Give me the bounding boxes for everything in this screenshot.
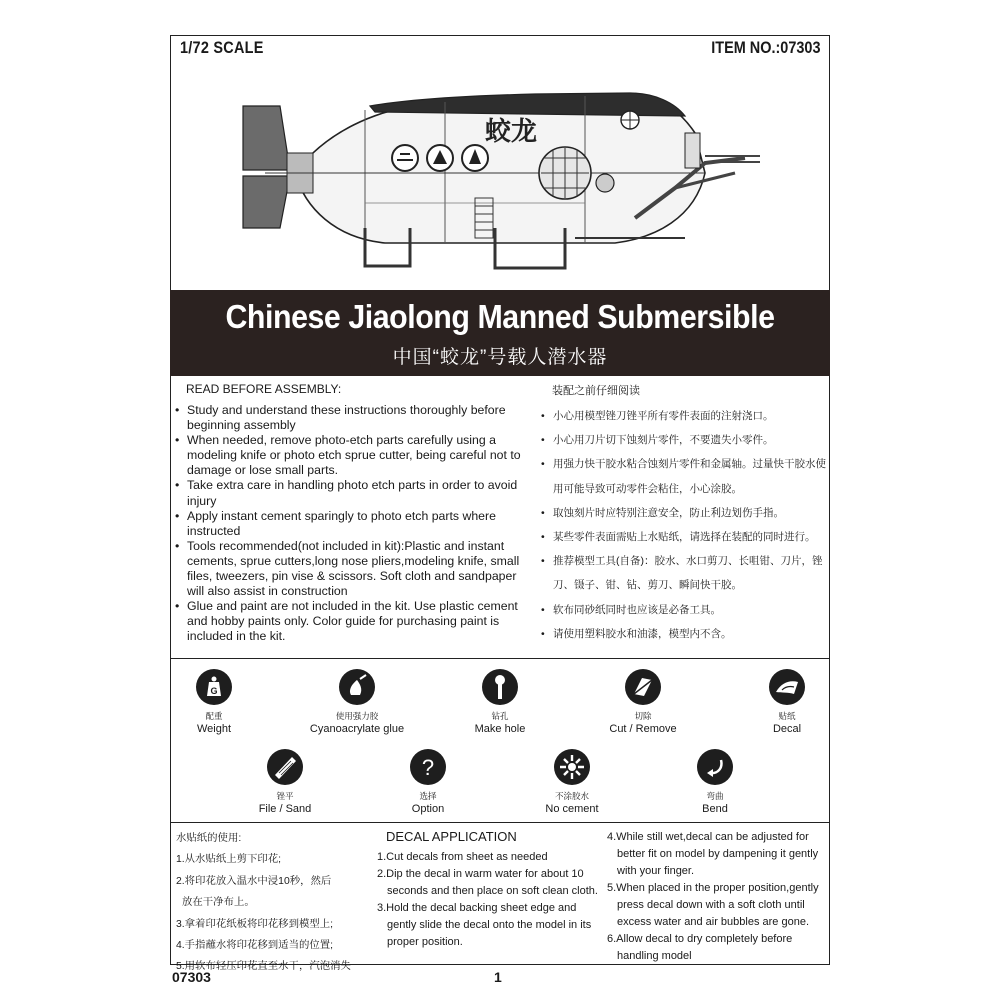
symbol-label-en: Make hole xyxy=(474,723,526,735)
symbol-label-cn: 钻孔 xyxy=(491,711,509,721)
instruction-item: • Tools recommended(not included in kit):Plastic and instant cements, sprue cutters,long nose pliers,modeling knife, small files, tweezers, pin vise & scissors. Soft cloth and sandpaper will also assist in construction xyxy=(174,539,534,599)
instruction-item: • Apply instant cement sparingly to photo etch parts where instructed xyxy=(174,509,534,539)
instruction-item-cn: • 取蚀刻片时应特别注意安全，防止利边划伤手指。 xyxy=(540,501,830,525)
symbol-label-en: Decal xyxy=(772,723,802,735)
instruction-item: • Study and understand these instructions thoroughly before beginning assembly xyxy=(174,403,534,433)
cut-icon xyxy=(624,668,662,706)
decal-instructions-cn xyxy=(176,828,376,978)
decal-line-cn: 5.用软布轻压印花直至水干，汽泡消失 xyxy=(176,961,351,973)
symbol-cut xyxy=(593,668,693,735)
divider xyxy=(170,822,830,823)
symbol-label-en: Cyanoacrylate glue xyxy=(309,723,405,735)
page-number: 1 xyxy=(494,969,502,985)
symbol-bend xyxy=(665,748,765,815)
symbol-label-cn: 锉平 xyxy=(276,791,294,801)
decal-steps-left xyxy=(377,849,607,951)
symbol-label-cn: 弯曲 xyxy=(706,791,724,801)
instruction-item-cn: • 软布同砂纸同时也应该是必备工具。 xyxy=(540,598,830,622)
instruction-item-cn: • 用强力快干胶水粘合蚀刻片零件和金属轴。过量快干胶水使用可能导致可动零件会粘住，小心涂胶。 xyxy=(540,452,830,500)
instruction-item-cn: • 请使用塑料胶水和油漆，模型内不含。 xyxy=(540,622,830,646)
file-icon xyxy=(266,748,304,786)
symbol-drill xyxy=(450,668,550,735)
decal-line-cn: 3.拿着印花纸板将印花移到模型上; xyxy=(176,918,334,930)
decal-heading: DECAL APPLICATION xyxy=(386,829,517,844)
symbol-label-en: Cut / Remove xyxy=(609,723,677,735)
symbol-weight xyxy=(164,668,264,735)
title-english: Chinese Jiaolong Manned Submersible xyxy=(225,298,775,335)
title-band xyxy=(170,290,830,376)
decal-icon xyxy=(768,668,806,706)
instructions-list-cn xyxy=(540,404,830,646)
submersible-drawing xyxy=(235,78,765,278)
symbol-label-cn: 选择 xyxy=(419,791,437,801)
decal-line-cn: 4.手指蘸水将印花移到适当的位置; xyxy=(176,940,334,952)
symbol-decal xyxy=(737,668,837,735)
decal-step: 6.Allow decal to dry completely before handling model xyxy=(607,933,793,962)
no-cement-icon xyxy=(553,748,591,786)
instruction-item: • Glue and paint are not included in the kit. Use plastic cement and hobby paints only. Color guide for purchasing paint is included in the kit. xyxy=(174,599,534,644)
instructions-heading: READ BEFORE ASSEMBLY: xyxy=(186,382,342,396)
decal-step: 2.Dip the decal in warm water for about 10 seconds and then place on soft clean cloth. xyxy=(377,868,598,897)
symbol-label-cn: 配重 xyxy=(205,711,223,721)
symbol-option xyxy=(378,748,478,815)
submersible-illustration xyxy=(235,78,765,278)
divider xyxy=(170,658,830,659)
symbol-no-cement xyxy=(522,748,622,815)
svg-text:G: G xyxy=(210,686,218,696)
instruction-item: • When needed, remove photo-etch parts carefully using a modeling knife or photo etch sprue cutter, being careful not to damage or lose small parts. xyxy=(174,433,534,478)
symbol-label-en: File / Sand xyxy=(258,803,312,815)
decal-step: 5.When placed in the proper position,gently press decal down with a soft cloth until excess water and air bubbles are gone. xyxy=(607,882,819,928)
decal-steps-right xyxy=(607,829,827,965)
decal-heading-cn: 水贴纸的使用: xyxy=(176,833,242,844)
decal-step: 3.Hold the decal backing sheet edge and gently slide the decal onto the model in its proper position. xyxy=(377,902,592,948)
decal-line-cn: 放在干净布上。 xyxy=(182,897,255,909)
symbol-label-cn: 贴纸 xyxy=(778,711,796,721)
symbol-label-en: No cement xyxy=(545,803,599,815)
symbol-label-cn: 使用强力胶 xyxy=(335,711,379,721)
instruction-item-cn: • 某些零件表面需贴上水贴纸，请选择在装配的同时进行。 xyxy=(540,525,830,549)
svg-text:?: ? xyxy=(421,755,435,780)
item-number: ITEM NO.:07303 xyxy=(710,38,820,57)
decal-step: 4.While still wet,decal can be adjusted for better fit on model by dampening it gently with your finger. xyxy=(607,831,819,877)
instruction-item-cn: • 推荐模型工具(自备)：胶水、水口剪刀、长咀钳、刀片，锉刀、镊子、钳、钻、剪刀、瞬间快干胶。 xyxy=(540,549,830,597)
instruction-item: • Take extra care in handling photo etch parts in order to avoid injury xyxy=(174,478,534,508)
glue-icon xyxy=(338,668,376,706)
footer-item-code: 07303 xyxy=(172,969,211,985)
hull-name: 蛟龙 xyxy=(485,117,538,147)
drill-icon xyxy=(481,668,519,706)
decal-line-cn: 1.从水贴纸上剪下印花; xyxy=(176,854,282,866)
symbol-label-en: Weight xyxy=(196,723,232,735)
instructions-list xyxy=(174,403,534,645)
scale-label: 1/72 SCALE xyxy=(180,38,264,57)
symbol-label-cn: 切除 xyxy=(634,711,652,721)
instructions-heading-cn: 装配之前仔细阅读 xyxy=(552,385,640,397)
decal-line-cn: 2.将印花放入温水中浸10秒，然后 xyxy=(176,875,332,887)
title-chinese: 中国“蛟龙”号载人潜水器 xyxy=(392,347,608,368)
decal-step: 1.Cut decals from sheet as needed xyxy=(377,851,548,863)
symbol-label-cn: 不涂胶水 xyxy=(554,791,589,801)
symbol-file xyxy=(235,748,335,815)
instruction-item-cn: • 小心用刀片切下蚀刻片零件，不要遗失小零件。 xyxy=(540,428,830,452)
symbol-glue xyxy=(307,668,407,735)
option-icon xyxy=(409,748,447,786)
bend-icon xyxy=(696,748,734,786)
weight-icon xyxy=(195,668,233,706)
symbol-label-en: Bend xyxy=(702,803,728,815)
instruction-item-cn: • 小心用模型锉刀锉平所有零件表面的注射浇口。 xyxy=(540,404,830,428)
symbol-label-en: Option xyxy=(411,803,445,815)
